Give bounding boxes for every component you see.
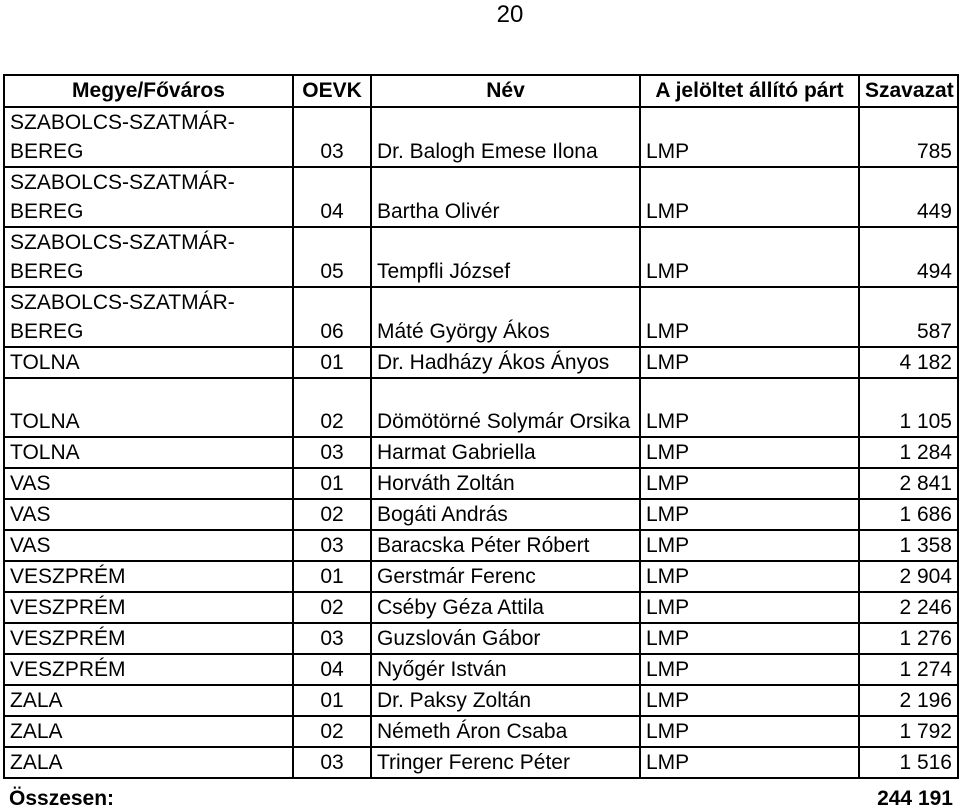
table-row [4,499,958,530]
county-cell: VESZPRÉM [4,654,293,685]
votes-cell: 4 182 [859,347,958,378]
party-cell: LMP [640,378,859,437]
table-row [4,747,958,778]
total-spacer [371,778,640,811]
table-row [4,561,958,592]
total-row [4,778,958,811]
name-cell: Dömötörné Solymár Orsika [371,378,640,437]
votes-cell: 494 [859,227,958,287]
county-cell: ZALA [4,716,293,747]
party-cell: LMP [640,227,859,287]
table-row [4,287,958,347]
party-cell: LMP [640,654,859,685]
votes-cell: 449 [859,167,958,227]
county-cell: VAS [4,468,293,499]
name-cell: Bartha Olivér [371,167,640,227]
party-cell: LMP [640,561,859,592]
oevk-cell: 01 [293,347,371,378]
name-cell: Bogáti András [371,499,640,530]
county-cell: TOLNA [4,378,293,437]
name-cell: Horváth Zoltán [371,468,640,499]
votes-cell: 1 792 [859,716,958,747]
table-row [4,685,958,716]
name-cell: Harmat Gabriella [371,437,640,468]
table-row [4,167,958,227]
votes-cell: 1 516 [859,747,958,778]
name-cell: Dr. Paksy Zoltán [371,685,640,716]
county-cell: SZABOLCS-SZATMÁR-BEREG [4,107,293,167]
table-row [4,716,958,747]
candidates-table [3,74,959,811]
oevk-cell: 02 [293,592,371,623]
name-cell: Baracska Péter Róbert [371,530,640,561]
name-cell: Cséby Géza Attila [371,592,640,623]
party-cell: LMP [640,287,859,347]
name-cell: Gerstmár Ferenc [371,561,640,592]
oevk-cell: 06 [293,287,371,347]
table-row [4,530,958,561]
oevk-cell: 03 [293,623,371,654]
table-row [4,437,958,468]
county-cell: ZALA [4,747,293,778]
party-cell: LMP [640,747,859,778]
name-cell: Dr. Balogh Emese Ilona [371,107,640,167]
votes-cell: 1 105 [859,378,958,437]
party-cell: LMP [640,592,859,623]
votes-cell: 1 276 [859,623,958,654]
party-cell: LMP [640,685,859,716]
county-cell: VESZPRÉM [4,561,293,592]
party-cell: LMP [640,623,859,654]
oevk-cell: 03 [293,530,371,561]
county-cell: TOLNA [4,437,293,468]
votes-cell: 1 686 [859,499,958,530]
votes-cell: 2 196 [859,685,958,716]
header-row [4,75,958,107]
party-cell: LMP [640,167,859,227]
county-cell: VESZPRÉM [4,623,293,654]
name-cell: Guzslován Gábor [371,623,640,654]
header-county: Megye/Főváros [4,75,293,107]
total-spacer [640,778,859,811]
table-row [4,378,958,437]
county-cell: VAS [4,499,293,530]
oevk-cell: 03 [293,437,371,468]
votes-cell: 2 904 [859,561,958,592]
votes-cell: 1 358 [859,530,958,561]
table-header [4,75,958,107]
header-votes: Szavazat [859,75,958,107]
party-cell: LMP [640,468,859,499]
table-row [4,623,958,654]
county-cell: SZABOLCS-SZATMÁR-BEREG [4,167,293,227]
oevk-cell: 05 [293,227,371,287]
party-cell: LMP [640,107,859,167]
table-row [4,347,958,378]
county-cell: VESZPRÉM [4,592,293,623]
name-cell: Nyőgér István [371,654,640,685]
votes-cell: 2 841 [859,468,958,499]
party-cell: LMP [640,347,859,378]
votes-cell: 587 [859,287,958,347]
table-row [4,654,958,685]
votes-cell: 1 274 [859,654,958,685]
name-cell: Tringer Ferenc Péter [371,747,640,778]
oevk-cell: 02 [293,716,371,747]
county-cell: VAS [4,530,293,561]
votes-cell: 2 246 [859,592,958,623]
party-cell: LMP [640,499,859,530]
name-cell: Németh Áron Csaba [371,716,640,747]
total-value: 244 191 [877,787,953,810]
oevk-cell: 01 [293,561,371,592]
votes-cell: 785 [859,107,958,167]
oevk-cell: 01 [293,685,371,716]
county-cell: ZALA [4,685,293,716]
table-footer [4,778,958,811]
votes-cell: 1 284 [859,437,958,468]
party-cell: LMP [640,437,859,468]
oevk-cell: 04 [293,654,371,685]
oevk-cell: 01 [293,468,371,499]
table-row [4,107,958,167]
party-cell: LMP [640,716,859,747]
party-cell: LMP [640,530,859,561]
header-name: Név [371,75,640,107]
header-party: A jelöltet állító párt [640,75,859,107]
header-oevk: OEVK [293,75,371,107]
name-cell: Dr. Hadházy Ákos Ányos [371,347,640,378]
oevk-cell: 03 [293,747,371,778]
county-cell: SZABOLCS-SZATMÁR-BEREG [4,227,293,287]
oevk-cell: 03 [293,107,371,167]
table-row [4,227,958,287]
table-row [4,592,958,623]
oevk-cell: 04 [293,167,371,227]
oevk-cell: 02 [293,499,371,530]
name-cell: Tempfli József [371,227,640,287]
county-cell: SZABOLCS-SZATMÁR-BEREG [4,287,293,347]
table-row [4,468,958,499]
name-cell: Máté György Ákos [371,287,640,347]
oevk-cell: 02 [293,378,371,437]
page-number: 20 [496,1,524,28]
table-body [4,107,958,778]
total-label: Összesen: [9,787,115,810]
county-cell: TOLNA [4,347,293,378]
